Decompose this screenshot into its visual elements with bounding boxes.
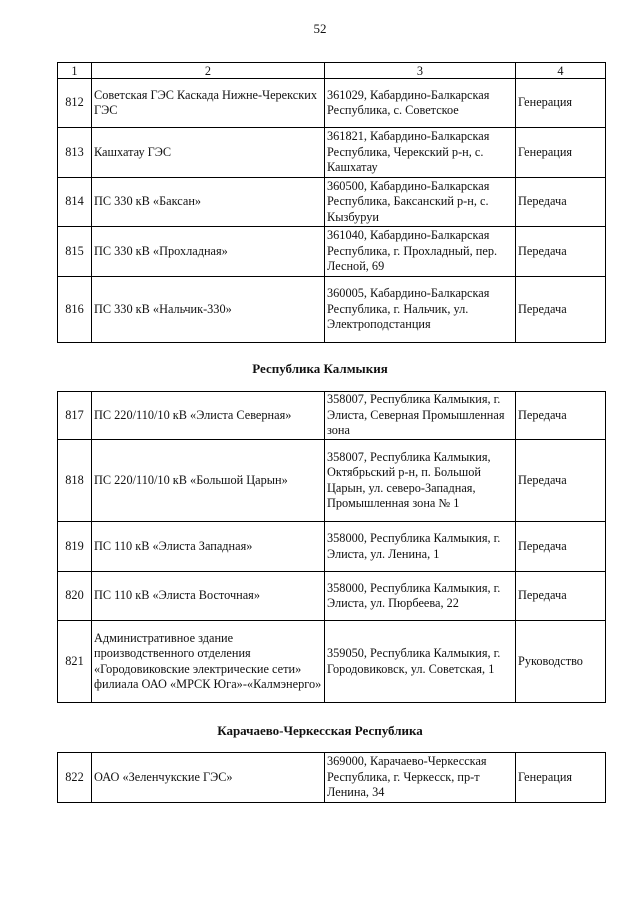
row-number: 821	[58, 621, 92, 703]
object-address: 358000, Республика Калмыкия, г. Элиста, ул. Пюрбеева, 22	[325, 572, 516, 621]
object-name: ПС 110 кВ «Элиста Восточная»	[92, 572, 325, 621]
object-type: Передача	[516, 227, 606, 277]
column-header-3: 3	[325, 63, 516, 79]
object-name: ОАО «Зеленчукские ГЭС»	[92, 753, 325, 803]
object-name: ПС 110 кВ «Элиста Западная»	[92, 522, 325, 572]
object-type: Генерация	[516, 128, 606, 178]
object-address: 358007, Республика Калмыкия, г. Элиста, Северная Промышленная зона	[325, 392, 516, 440]
table-row	[58, 128, 606, 178]
object-type: Передача	[516, 277, 606, 343]
row-number: 813	[58, 128, 92, 178]
row-number: 816	[58, 277, 92, 343]
row-number: 815	[58, 227, 92, 277]
row-number: 817	[58, 392, 92, 440]
object-type: Передача	[516, 178, 606, 227]
object-name: Советская ГЭС Каскада Нижне-Черекских ГЭС	[92, 79, 325, 128]
table-row	[58, 572, 606, 621]
row-number: 814	[58, 178, 92, 227]
table-row	[58, 753, 606, 803]
object-address: 361821, Кабардино-Балкарская Республика, Черекский р-н, с. Кашхатау	[325, 128, 516, 178]
table-row	[58, 277, 606, 343]
table-row	[58, 178, 606, 227]
object-type: Генерация	[516, 79, 606, 128]
object-name: Административное здание производственного отделения «Городовиковские электрические сети» филиала ОАО «МРСК Юга»-«Калмэнерго»	[92, 621, 325, 703]
table-row	[58, 440, 606, 522]
object-address: 358007, Республика Калмыкия, Октябрьский р-н, п. Большой Царын, ул. северо-Западная, Промышленная зона № 1	[325, 440, 516, 522]
object-address: 360005, Кабардино-Балкарская Республика, г. Нальчик, ул. Электроподстанция	[325, 277, 516, 343]
object-type: Передача	[516, 522, 606, 572]
row-number: 819	[58, 522, 92, 572]
section-title-kalmykia: Республика Калмыкия	[252, 361, 388, 376]
object-address: 359050, Республика Калмыкия, г. Городовиковск, ул. Советская, 1	[325, 621, 516, 703]
row-number: 818	[58, 440, 92, 522]
object-name: Кашхатау ГЭС	[92, 128, 325, 178]
object-name: ПС 330 кВ «Прохладная»	[92, 227, 325, 277]
table-header-row	[58, 63, 606, 79]
column-header-1: 1	[58, 63, 92, 79]
object-name: ПС 220/110/10 кВ «Большой Царын»	[92, 440, 325, 522]
row-number: 822	[58, 753, 92, 803]
table-row	[58, 79, 606, 128]
table-row	[58, 522, 606, 572]
object-type: Передача	[516, 440, 606, 522]
table-kabardino-balkaria	[57, 62, 606, 343]
object-type: Передача	[516, 392, 606, 440]
object-type: Генерация	[516, 753, 606, 803]
object-address: 369000, Карачаево-Черкесская Республика, г. Черкесск, пр-т Ленина, 34	[325, 753, 516, 803]
section-title-karachay-cherkessia: Карачаево-Черкесская Республика	[217, 723, 423, 738]
object-name: ПС 220/110/10 кВ «Элиста Северная»	[92, 392, 325, 440]
page-number: 52	[313, 21, 327, 36]
object-address: 360500, Кабардино-Балкарская Республика, Баксанский р-н, с. Кызбуруи	[325, 178, 516, 227]
column-header-2: 2	[92, 63, 325, 79]
row-number: 820	[58, 572, 92, 621]
object-name: ПС 330 кВ «Нальчик-330»	[92, 277, 325, 343]
table-row	[58, 392, 606, 440]
object-type: Передача	[516, 572, 606, 621]
object-address: 361029, Кабардино-Балкарская Республика, с. Советское	[325, 79, 516, 128]
row-number: 812	[58, 79, 92, 128]
table-row	[58, 227, 606, 277]
object-name: ПС 330 кВ «Баксан»	[92, 178, 325, 227]
table-row	[58, 621, 606, 703]
column-header-4: 4	[516, 63, 606, 79]
table-karachay-cherkessia	[57, 752, 606, 803]
object-type: Руководство	[516, 621, 606, 703]
table-kalmykia	[57, 391, 606, 703]
object-address: 358000, Республика Калмыкия, г. Элиста, ул. Ленина, 1	[325, 522, 516, 572]
object-address: 361040, Кабардино-Балкарская Республика, г. Прохладный, пер. Лесной, 69	[325, 227, 516, 277]
